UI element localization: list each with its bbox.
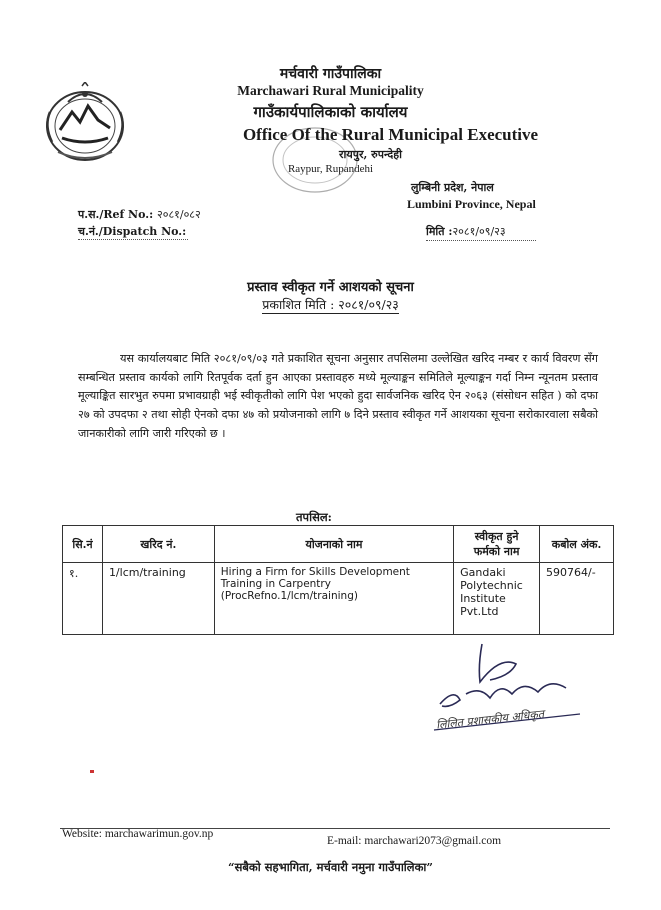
table-caption: तपसिल: (296, 510, 332, 524)
cell-amount: 590764/- (540, 563, 614, 635)
email-link[interactable]: marchawari2073@gmail.com (364, 835, 502, 847)
ref-value: २०८१/०८२ (157, 208, 201, 221)
address-en: Raypur, Rupandehi (287, 163, 374, 175)
published-date: प्रकाशित मिति : २०८१/०९/२३ (262, 297, 399, 312)
cell-firm: Gandaki Polytechnic Institute Pvt.Ltd (454, 563, 540, 635)
province-np: लुम्बिनी प्रदेश, नेपाल (411, 181, 494, 194)
email-label: E-mail: (327, 835, 362, 847)
office-name-en: Office Of the Rural Municipal Executive (242, 125, 539, 144)
red-mark (90, 770, 94, 773)
footer-slogan: “सबैको सहभागिता, मर्चवारी नमुना गाउँपालिका” (227, 860, 434, 874)
header-firm: स्वीकृत हुने फर्मको नाम (454, 526, 540, 563)
table-header-row (63, 526, 614, 563)
municipality-name-en: Marchawari Rural Municipality (237, 83, 424, 98)
address-np: रायपुर, रुपन्देही (339, 148, 402, 161)
province-en: Lumbini Province, Nepal (407, 197, 536, 211)
dispatch-line (78, 239, 188, 240)
date-value: २०८१/०९/२३ (452, 225, 506, 238)
signature-designation: लिलित प्रशासकीय अधिकृत (435, 707, 545, 732)
notice-body: यस कार्यालयबाट मिति २०८१/०९/०३ गते प्रकाशित सूचना अनुसार तपसिलमा उल्लेखित खरिद नम्बर र कार्य विवरण सँग सम्बन्धित प्रस्ताव कार्यको लागि रितपूर्वक दर्ता हुन आएका प्रस्तावहरु मध्ये मूल्याङ्कन समितिले मूल्याङ्कन गर्दा निम्न न्यूनतम प्रस्ताव मूल्याङ्कित सारभुत रुपमा प्रभावग्राही भई स्वीकृतीको लागि पेश भएको हुदा सार्वजनिक खरिद ऐन २०६३ (संसोधन सहित ) को दफा २७ को उपदफा २ तथा सोही ऐनको दफा ४७ को प्रयोजनाको लागि ७ दिने प्रस्ताव स्वीकृत गर्ने आशयका सूचना सरोकारवाला सबैको जानकारीको लागि जारी गरिएको छ । (78, 352, 598, 440)
cell-proc-no: 1/lcm/training (102, 563, 214, 635)
cell-sn: १. (63, 563, 103, 635)
header-sn: सि.नं (63, 526, 103, 563)
cell-project: Hiring a Firm for Skills Development Training in Carpentry (ProcRefno.1/lcm/training) (214, 563, 453, 635)
header-project: योजनाको नाम (214, 526, 453, 563)
date-line (426, 240, 536, 241)
website-label: Website: (62, 828, 102, 840)
date-label: मिति : (426, 225, 453, 238)
details-table (62, 525, 614, 635)
dispatch-label: च.नं./Dispatch No.: (78, 225, 187, 238)
table-row (63, 563, 614, 635)
ref-label: प.स./Ref No.: (78, 208, 154, 221)
footer-website (62, 828, 213, 840)
notice-title: प्रस्ताव स्वीकृत गर्ने आशयको सूचना (247, 280, 414, 295)
date-field (426, 224, 506, 239)
ref-number (78, 207, 201, 222)
municipality-name-np: मर्चवारी गाउँपालिका (279, 66, 382, 82)
office-name-np: गाउँकार्यपालिकाको कार्यालय (253, 103, 408, 121)
header-amount: कबोल अंक. (540, 526, 614, 563)
header-proc-no: खरिद नं. (102, 526, 214, 563)
footer-email (327, 835, 501, 847)
website-link[interactable]: marchawarimun.gov.np (104, 828, 214, 840)
